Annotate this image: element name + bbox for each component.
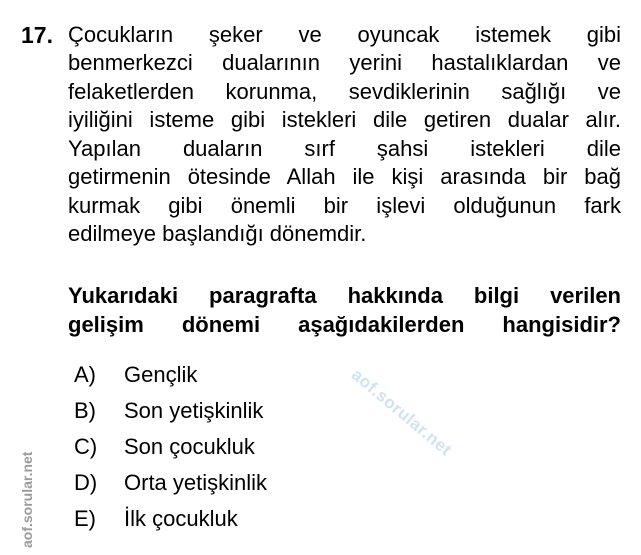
prompt-line: gelişim dönemi aşağıdakilerden hangisidir?: [68, 312, 621, 337]
paragraph-line: kurmak gibi önemli bir işlevi olduğunun fark: [68, 193, 621, 218]
option-c[interactable]: [74, 433, 255, 461]
paragraph-line: Yapılan duaların sırf şahsi istekleri dile: [68, 136, 621, 161]
option-letter: B): [74, 398, 96, 423]
paragraph-line: getirmenin ötesinde Allah ile kişi arasında bir bağ: [68, 164, 621, 189]
paragraph-line: iyiliğini isteme gibi istekleri dile getiren dualar alır.: [68, 107, 621, 132]
option-text: Gençlik: [124, 362, 198, 387]
option-letter: E): [74, 506, 96, 531]
option-d[interactable]: [74, 469, 267, 497]
watermark-diagonal: aof.sorular.net: [347, 365, 456, 460]
watermark-vertical: aof.sorular.net: [19, 451, 35, 548]
option-text: Son yetişkinlik: [124, 398, 264, 423]
option-letter: A): [74, 362, 96, 387]
option-text: Orta yetişkinlik: [124, 470, 268, 495]
prompt-line: Yukarıdaki paragrafta hakkında bilgi verilen: [68, 283, 621, 308]
option-letter: D): [74, 470, 98, 495]
option-e[interactable]: [74, 505, 238, 533]
option-a[interactable]: [74, 361, 197, 389]
paragraph-line: benmerkezci dualarının yerini hastalıklardan ve: [68, 50, 621, 75]
paragraph-line: edilmeye başlandığı dönemdir.: [68, 221, 367, 246]
option-b[interactable]: [74, 397, 263, 425]
option-text: Son çocukluk: [124, 434, 255, 459]
paragraph-line: felaketlerden korunma, sevdiklerinin sağlığı ve: [68, 79, 621, 104]
question-number: 17.: [21, 22, 53, 48]
option-letter: C): [74, 434, 98, 459]
option-text: İlk çocukluk: [124, 506, 238, 531]
paragraph-line: Çocukların şeker ve oyuncak istemek gibi: [68, 22, 621, 47]
